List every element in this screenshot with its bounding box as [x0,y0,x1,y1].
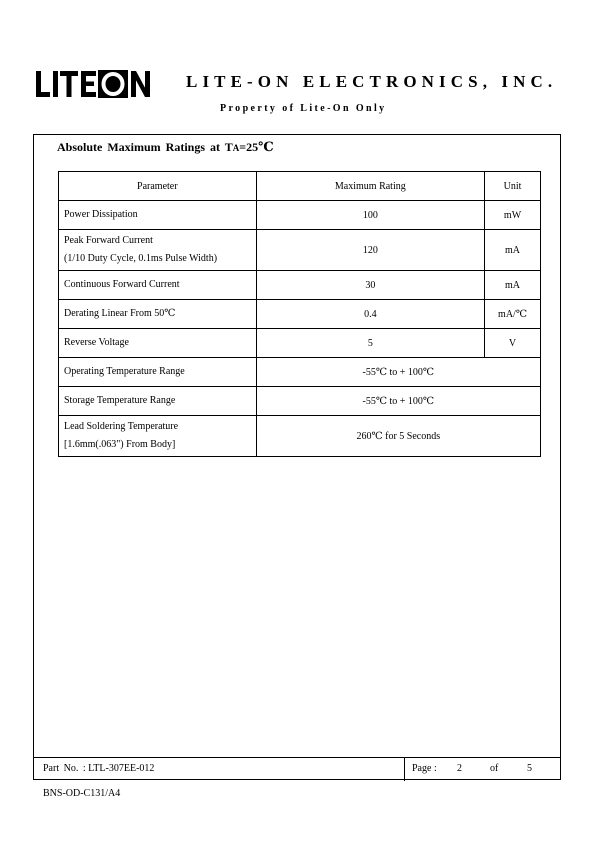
table-header-row [59,172,541,201]
part-number-label: Part No. : [43,763,86,774]
document-reference: BNS-OD-C131/A4 [43,788,121,799]
page-label: Page : [412,763,437,774]
section-title [57,139,274,155]
section-title-suffix: =25 [239,140,259,154]
section-title-prefix: Absolute Maximum Ratings at T [57,140,233,154]
header-unit: Unit [485,172,541,201]
parameter-note: (1/10 Duty Cycle, 0.1ms Pulse Width) [64,253,218,264]
section-title-unit: ℃ [258,139,274,154]
rating-cell: 30 [256,271,484,300]
parameter-cell: Power Dissipation [59,201,257,230]
unit-cell: mA [485,230,541,271]
part-number-value: LTL-307EE-012 [88,763,155,774]
company-name: LITE-ON ELECTRONICS, INC. [186,72,558,91]
rating-cell: -55℃ to + 100℃ [256,387,540,416]
ratings-table [58,171,541,457]
table-row [59,300,541,329]
unit-cell: V [485,329,541,358]
table-row [59,230,541,271]
table-row [59,416,541,457]
section-title-subscript: A [232,143,240,153]
parameter-cell: Derating Linear From 50℃ [59,300,257,329]
unit-cell: mA/℃ [485,300,541,329]
unit-cell: mA [485,271,541,300]
liteon-logo [36,70,152,98]
parameter-cell [59,416,257,457]
header-maximum-rating: Maximum Rating [256,172,484,201]
part-number-field [43,763,154,774]
unit-cell: mW [485,201,541,230]
header-parameter: Parameter [59,172,257,201]
parameter-cell: Continuous Forward Current [59,271,257,300]
page-total: 5 [527,763,532,774]
footer-divider [404,758,405,781]
rating-cell: 5 [256,329,484,358]
rating-cell: 100 [256,201,484,230]
parameter-cell [59,230,257,271]
parameter-name: Peak Forward Current [64,235,153,246]
table-row [59,201,541,230]
parameter-name: Lead Soldering Temperature [64,421,179,432]
rating-cell: -55℃ to + 100℃ [256,358,540,387]
page-current: 2 [457,763,462,774]
property-notice: Property of Lite-On Only [220,103,387,114]
parameter-cell: Operating Temperature Range [59,358,257,387]
table-row [59,358,541,387]
table-row [59,271,541,300]
parameter-cell: Storage Temperature Range [59,387,257,416]
footer-bar [33,757,561,781]
rating-cell: 260℃ for 5 Seconds [256,416,540,457]
page-of: of [490,763,499,774]
rating-cell: 120 [256,230,484,271]
parameter-note: [1.6mm(.063") From Body] [64,439,176,450]
table-row [59,387,541,416]
table-row [59,329,541,358]
rating-cell: 0.4 [256,300,484,329]
parameter-cell: Reverse Voltage [59,329,257,358]
